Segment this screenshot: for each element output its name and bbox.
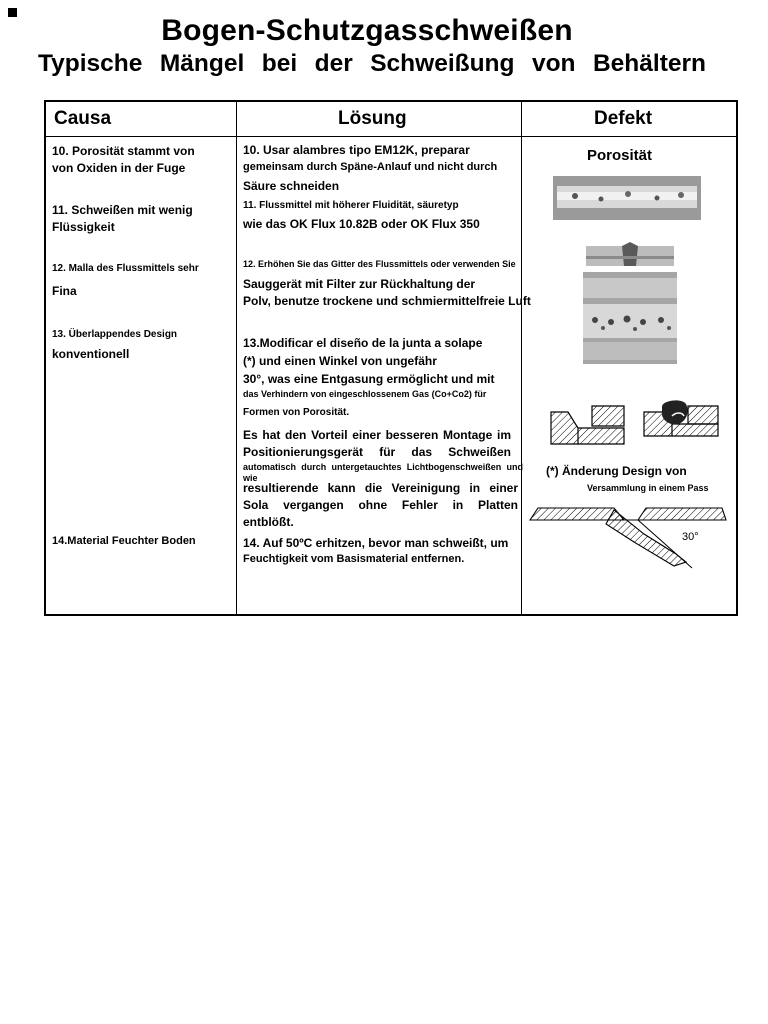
solution-13-line10: Sola vergangen ohne Fehler in Platten <box>243 498 518 512</box>
header-defect: Defekt <box>594 108 653 129</box>
design-change-label: (*) Änderung Design von <box>546 464 687 478</box>
joint-sketch-left <box>546 400 626 452</box>
angle-label: 30° <box>682 531 699 543</box>
defects-table <box>44 100 738 616</box>
defect-porosity-label: Porosität <box>587 147 653 164</box>
solution-11-line1: 11. Flussmittel mit höherer Fluidität, säuretyp <box>243 200 459 211</box>
weld-cross-section-photo <box>586 242 674 268</box>
solution-12-line1: 12. Erhöhen Sie das Gitter des Flussmittels oder verwenden Sie <box>243 259 516 269</box>
solution-14-line1: 14. Auf 50ºC erhitzen, bevor man schweißt, um <box>243 536 509 550</box>
solution-10-line3: Säure schneiden <box>243 179 340 193</box>
solution-13-line1: 13.Modificar el diseño de la junta a solape <box>243 336 483 350</box>
cause-13-line2: konventionell <box>52 347 130 361</box>
page-subtitle: Typische Mängel bei der Schweißung von Behältern <box>38 50 706 77</box>
solution-13-line3: 30°, was eine Entgasung ermöglicht und mit <box>243 372 495 386</box>
solution-12-line2: Sauggerät mit Filter zur Rückhaltung der <box>243 277 476 291</box>
joint-sketch-right <box>642 398 720 456</box>
solution-14-line2: Feuchtigkeit vom Basismaterial entfernen. <box>243 553 465 565</box>
cause-11-line2: Flüssigkeit <box>52 220 115 234</box>
solution-13-line4: das Verhindern von eingeschlossenem Gas (Co+Co2) für <box>243 389 487 399</box>
solution-13-line9: resultierende kann die Vereinigung in einer <box>243 481 518 495</box>
cause-12-line1: 12. Malla des Flussmittels sehr <box>52 263 199 274</box>
solution-10-line2: gemeinsam durch Späne-Anlauf und nicht durch <box>243 161 498 173</box>
solution-13-line7: Positionierungsgerät für das Schweißen <box>243 445 511 459</box>
solution-12-line3: Polv, benutze trockene und schmiermittelfreie Luft <box>243 294 531 308</box>
cause-11-line1: 11. Schweißen mit wenig <box>52 203 193 217</box>
solution-13-line11: entblößt. <box>243 515 294 529</box>
solution-13-line6: Es hat den Vorteil einer besseren Montage im <box>243 428 511 442</box>
cause-14: 14.Material Feuchter Boden <box>52 535 196 547</box>
header-solution: Lösung <box>338 108 407 129</box>
lap-joint-30-degree-sketch <box>526 502 732 574</box>
solution-11-line2: wie das OK Flux 10.82B oder OK Flux 350 <box>243 217 480 231</box>
cause-12-line2: Fina <box>52 284 77 298</box>
weld-bead-photo <box>553 174 701 222</box>
solution-13-line5: Formen von Porosität. <box>243 407 350 418</box>
design-change-sublabel: Versammlung in einem Pass <box>587 483 709 493</box>
column-divider <box>521 102 522 614</box>
solution-13-line2: (*) und einen Winkel von ungefähr <box>243 354 437 368</box>
solution-13-line8: automatisch durch untergetauchtes Lichtbogenschweißen und wie <box>243 462 523 484</box>
column-divider <box>236 102 237 614</box>
cause-10-line2: von Oxiden in der Fuge <box>52 161 186 175</box>
cause-10-line1: 10. Porosität stammt von <box>52 144 195 158</box>
header-cause: Causa <box>54 108 112 129</box>
solution-10-line1: 10. Usar alambres tipo EM12K, preparar <box>243 143 470 157</box>
page-title: Bogen-Schutzgasschweißen <box>161 14 573 47</box>
porous-weld-surface-photo <box>583 272 677 364</box>
cause-13-line1: 13. Überlappendes Design <box>52 329 178 340</box>
header-divider <box>46 136 736 137</box>
